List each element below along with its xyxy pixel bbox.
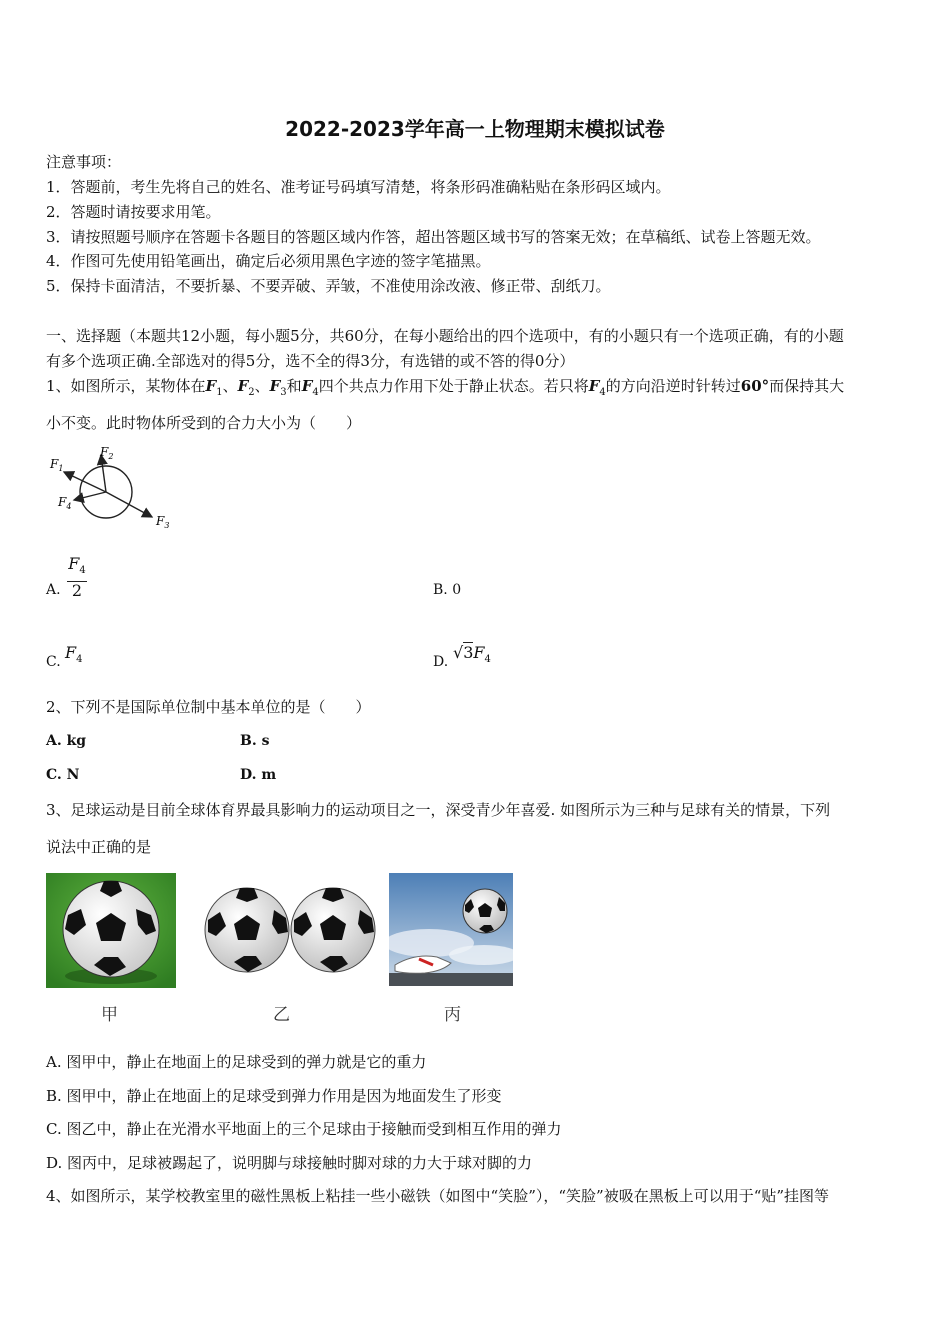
q3-stem-line1: 3、足球运动是目前全球体育界最具影响力的运动项目之一，深受青少年喜爱. 如图所示为三种与足球有关的情景，下列: [46, 801, 831, 819]
section-heading: 一、选择题（本题共12小题，每小题5分，共60分，在每小题给出的四个选项中，有的小题只有一个选项正确，有的小题: [46, 327, 844, 345]
label-f2: $F_2$: [100, 445, 114, 461]
label-f3: $F_3$: [156, 514, 170, 530]
label-f1: $F_1$: [50, 457, 64, 473]
q3-option-d: D. 图丙中，足球被踢起了，说明脚与球接触时脚对球的力大于球对脚的力: [46, 1154, 533, 1172]
q1-option-c-label: C.: [46, 654, 61, 670]
q1-option-d-value: $√3F_4$: [453, 643, 491, 666]
q4-stem-line1: 4、如图所示，某学校教室里的磁性黑板上粘挂一些小磁铁（如图中“笑脸”），“笑脸”被吸在黑板上可以用于“贴”挂图等: [46, 1187, 830, 1205]
notice-item: 3．请按照题号顺序在答题卡各题目的答题区域内作答，超出答题区域书写的答案无效；在草稿纸、试卷上答题无效。: [46, 228, 821, 246]
q1-option-a-fraction: $F_4$ 2: [68, 554, 86, 601]
q3-option-b: B. 图甲中，静止在地面上的足球受到弹力作用是因为地面发生了形变: [46, 1087, 502, 1105]
caption-yi: 乙: [273, 1005, 290, 1025]
q3-option-c: C. 图乙中，静止在光滑水平地面上的三个足球由于接触而受到相互作用的弹力: [46, 1120, 562, 1138]
q2-option-a: A. kg: [46, 733, 87, 749]
q3-stem-line2: 说法中正确的是: [46, 838, 152, 856]
kicked-soccer-ball-image: [389, 873, 513, 986]
q1-option-c-value: $F_4$: [65, 643, 83, 666]
q2-option-b: B. s: [240, 733, 270, 749]
q1-option-b: B. 0: [433, 582, 462, 598]
q2-option-c: C. N: [46, 767, 80, 783]
soccer-ball-on-grass-image: [46, 873, 176, 988]
q2-stem: 2、下列不是国际单位制中基本单位的是（ ）: [46, 698, 371, 716]
q1-stem-line2: 小不变。此时物体所受到的合力大小为（ ）: [46, 414, 362, 432]
page-title: 2022-2023学年高一上物理期末模拟试卷: [285, 117, 665, 141]
q1-option-a-label: A.: [46, 582, 61, 598]
label-f4: $F_4$: [58, 495, 72, 511]
notice-item: 4．作图可先使用铅笔画出，确定后必须用黑色字迹的签字笔描黑。: [46, 252, 491, 270]
q1-stem-line1: 1、如图所示，某物体在$F_1$、$F_2$、$F_3$和$F_4$四个共点力作用下处于静止状态。若只将$F_4$的方向沿逆时针转过60°而保持其大: [46, 377, 845, 398]
notice-item: 2．答题时请按要求用笔。: [46, 203, 221, 221]
caption-bing: 丙: [444, 1005, 461, 1025]
q2-option-d: D. m: [240, 767, 277, 783]
notice-heading: 注意事项：: [46, 153, 122, 171]
two-soccer-balls-image: [200, 880, 378, 976]
notice-item: 5．保持卡面清洁，不要折暴、不要弄破、弄皱，不准使用涂改液、修正带、刮纸刀。: [46, 277, 611, 295]
force-diagram: [44, 442, 184, 532]
caption-jia: 甲: [101, 1005, 118, 1025]
section-heading-cont: 有多个选项正确.全部选对的得5分，选不全的得3分，有选错的或不答的得0分）: [46, 352, 575, 370]
q1-option-d-label: D.: [433, 654, 449, 670]
q3-option-a: A. 图甲中，静止在地面上的足球受到的弹力就是它的重力: [46, 1053, 427, 1071]
notice-item: 1．答题前，考生先将自己的姓名、准考证号码填写清楚，将条形码准确粘贴在条形码区域内。: [46, 178, 671, 196]
